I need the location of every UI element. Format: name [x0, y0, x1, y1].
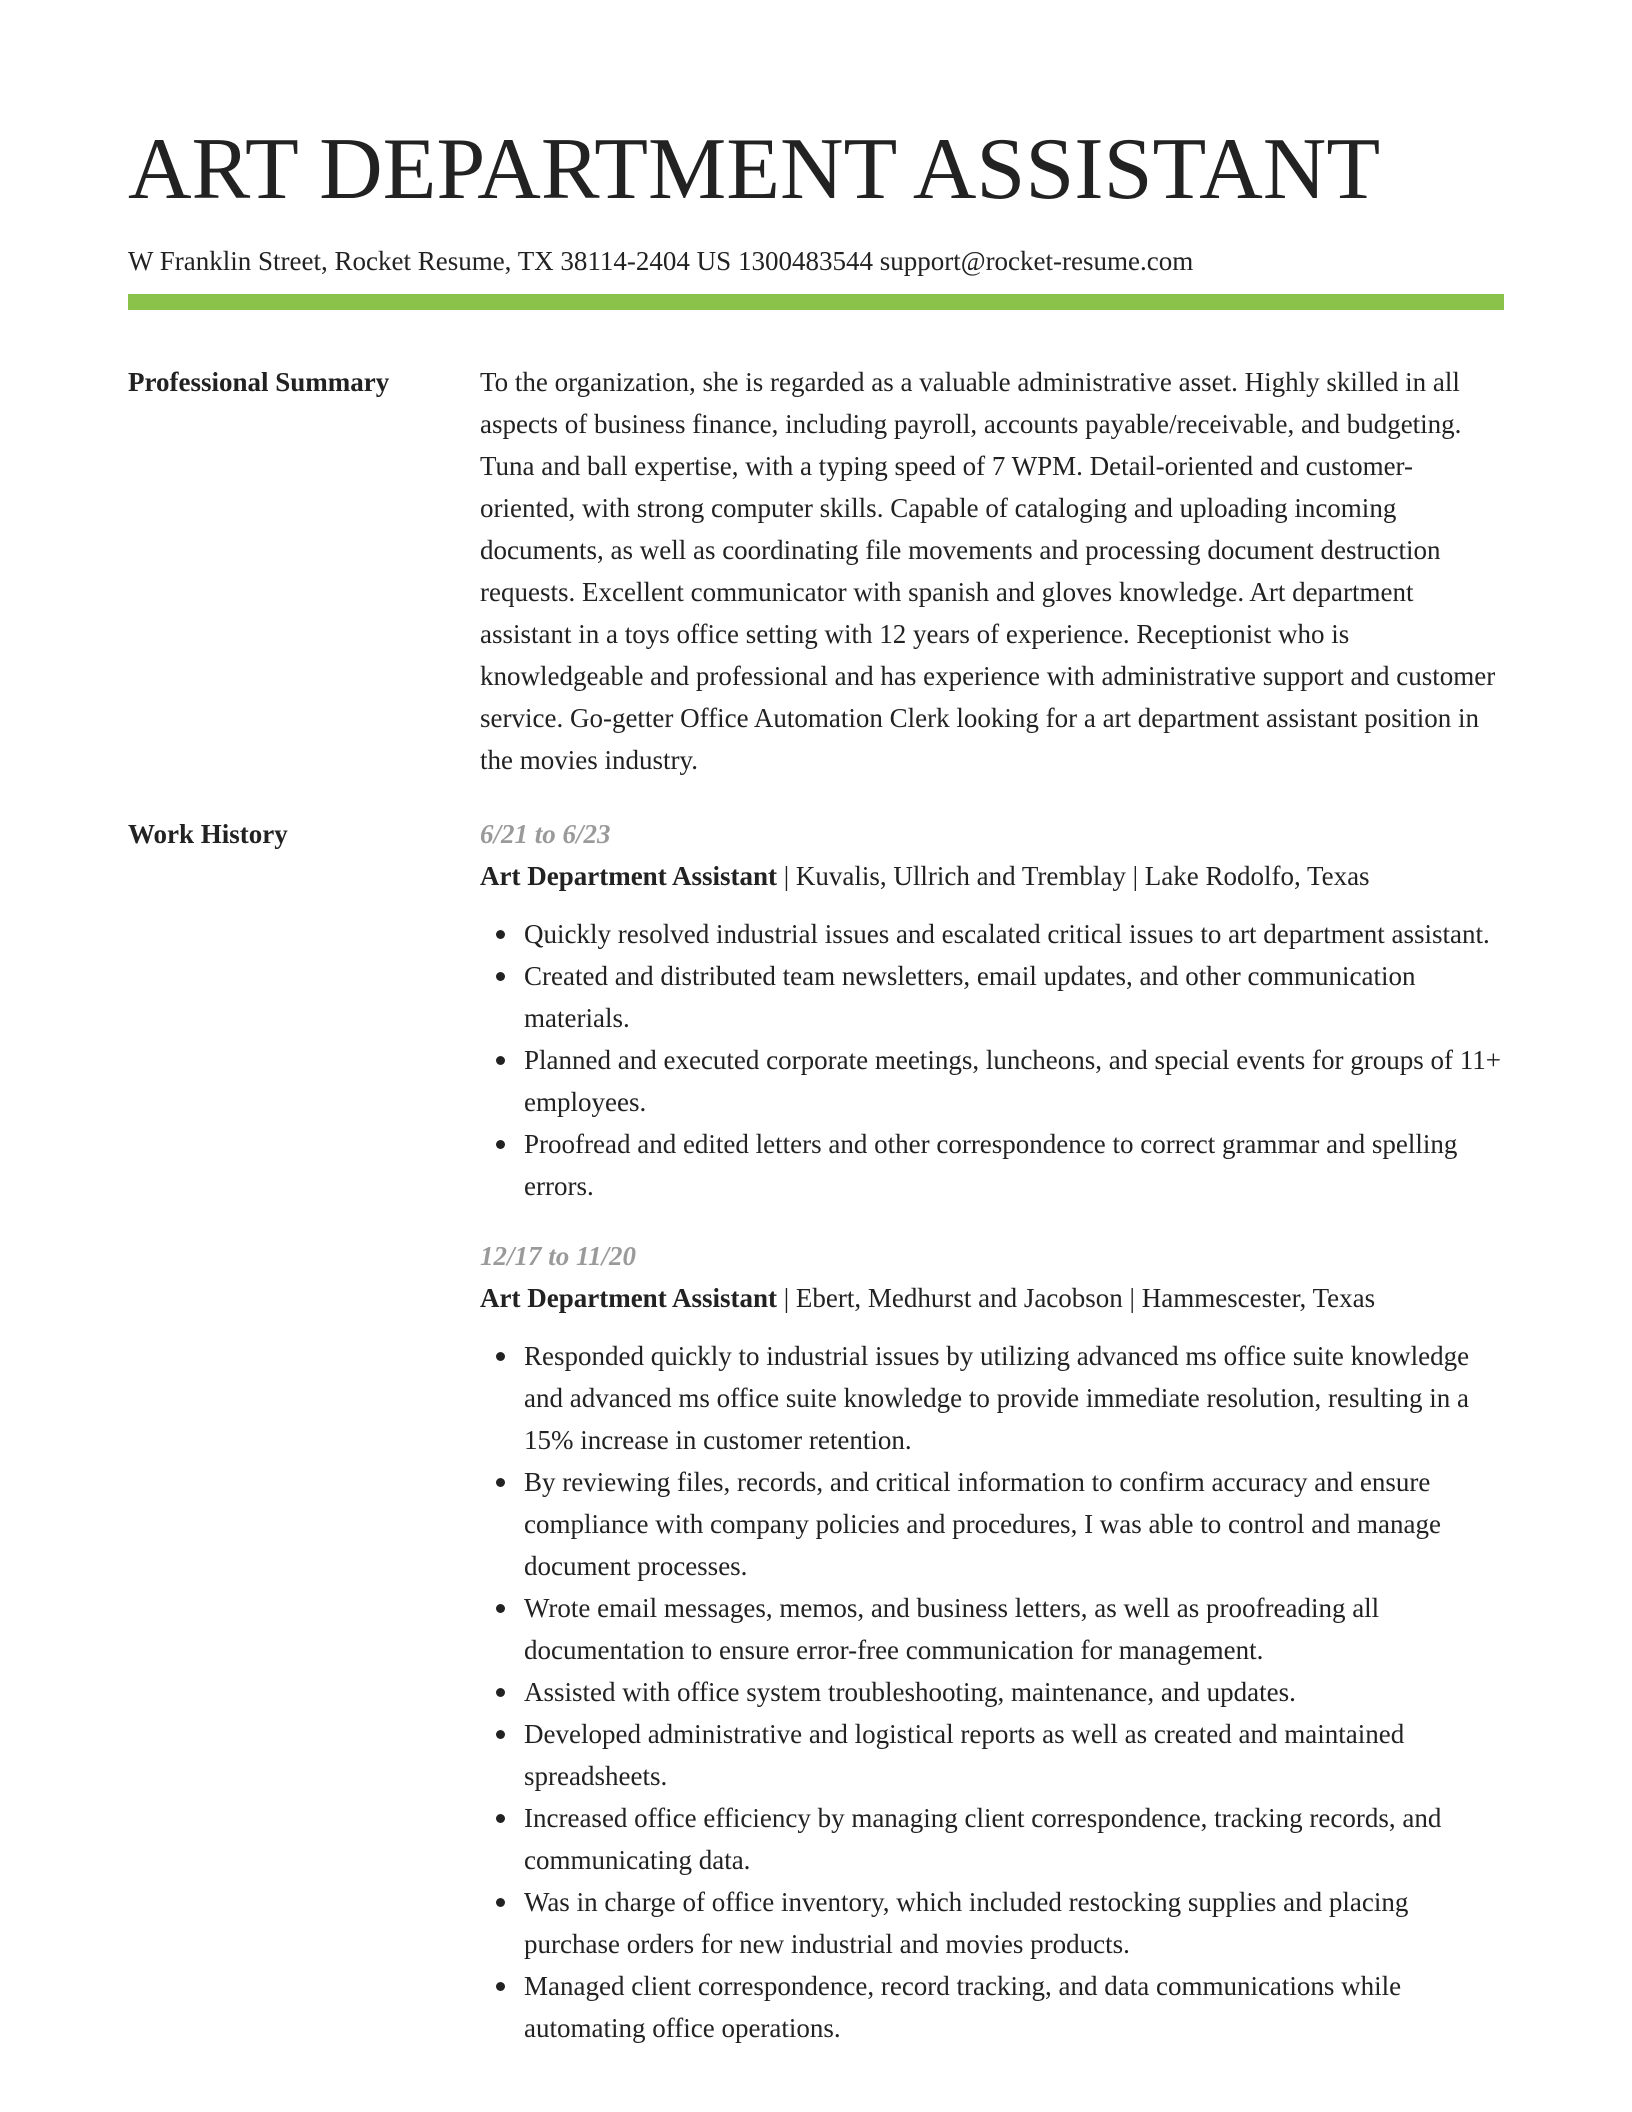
contact-address: W Franklin Street, Rocket Resume, TX 38114-2404 US [128, 246, 732, 276]
resume-page [128, 0, 1504, 2049]
contact-line [128, 244, 1504, 278]
job-bullet: Managed client correspondence, record tracking, and data communications while automating office operations. [524, 1965, 1504, 2049]
job-bullet-list [480, 1335, 1504, 2049]
job-entry [480, 813, 1504, 1207]
section-label-summary: Professional Summary [128, 367, 390, 397]
job-bullet: Developed administrative and logistical reports as well as created and maintained spreadsheets. [524, 1713, 1504, 1797]
job-bullet: Created and distributed team newsletters, email updates, and other communication materials. [524, 955, 1504, 1039]
work-history-section [128, 813, 1504, 2049]
professional-summary-section [128, 361, 1504, 781]
job-bullet: Planned and executed corporate meetings, luncheons, and special events for groups of 11+ employees. [524, 1039, 1504, 1123]
job-dates: 6/21 to 6/23 [480, 819, 611, 849]
job-title: Art Department Assistant [480, 1283, 777, 1313]
job-bullet: Increased office efficiency by managing client correspondence, tracking records, and communicating data. [524, 1797, 1504, 1881]
contact-phone: 1300483544 [737, 246, 873, 276]
job-bullet: Quickly resolved industrial issues and escalated critical issues to art department assistant. [524, 913, 1504, 955]
job-bullet: Responded quickly to industrial issues by utilizing advanced ms office suite knowledge and advanced ms office suite knowledge to provide immediate resolution, resulting in a 15% increase in customer retention. [524, 1335, 1504, 1461]
job-dates: 12/17 to 11/20 [480, 1241, 637, 1271]
job-title: Art Department Assistant [480, 861, 777, 891]
job-bullet: By reviewing files, records, and critical information to confirm accuracy and ensure compliance with company policies and procedures, I was able to control and manage document processes. [524, 1461, 1504, 1587]
section-label-work-history: Work History [128, 819, 288, 849]
work-history-body [480, 813, 1504, 2049]
contact-email[interactable]: support@rocket-resume.com [879, 246, 1194, 276]
resume-title: ART DEPARTMENT ASSISTANT [128, 121, 1381, 218]
job-employer-location: | Kuvalis, Ullrich and Tremblay | Lake Rodolfo, Texas [776, 861, 1370, 891]
job-bullet: Wrote email messages, memos, and business letters, as well as proofreading all documentation to ensure error-free communication for management. [524, 1587, 1504, 1671]
job-heading [480, 1277, 1504, 1319]
job-bullet: Proofread and edited letters and other correspondence to correct grammar and spelling errors. [524, 1123, 1504, 1207]
job-bullet-list [480, 913, 1504, 1207]
job-bullet: Was in charge of office inventory, which included restocking supplies and placing purchase orders for new industrial and movies products. [524, 1881, 1504, 1965]
header-divider [128, 294, 1504, 310]
job-employer-location: | Ebert, Medhurst and Jacobson | Hammescester, Texas [776, 1283, 1376, 1313]
job-bullet: Assisted with office system troubleshooting, maintenance, and updates. [524, 1671, 1504, 1713]
job-heading [480, 855, 1504, 897]
summary-text: To the organization, she is regarded as a valuable administrative asset. Highly skilled in all aspects of business finance, including payroll, accounts payable/receivable, and budgeting. Tuna and ball expertise, with a typing speed of 7 WPM. Detail-oriented and customer-oriented, with strong computer skills. Capable of cataloging and uploading incoming documents, as well as coordinating file movements and processing document destruction requests. Excellent communicator with spanish and gloves knowledge. Art department assistant in a toys office setting with 12 years of experience. Receptionist who is knowledgeable and professional and has experience with administrative support and customer service. Go-getter Office Automation Clerk looking for a art department assistant position in the movies industry. [480, 367, 1496, 775]
job-entry [480, 1235, 1504, 2049]
